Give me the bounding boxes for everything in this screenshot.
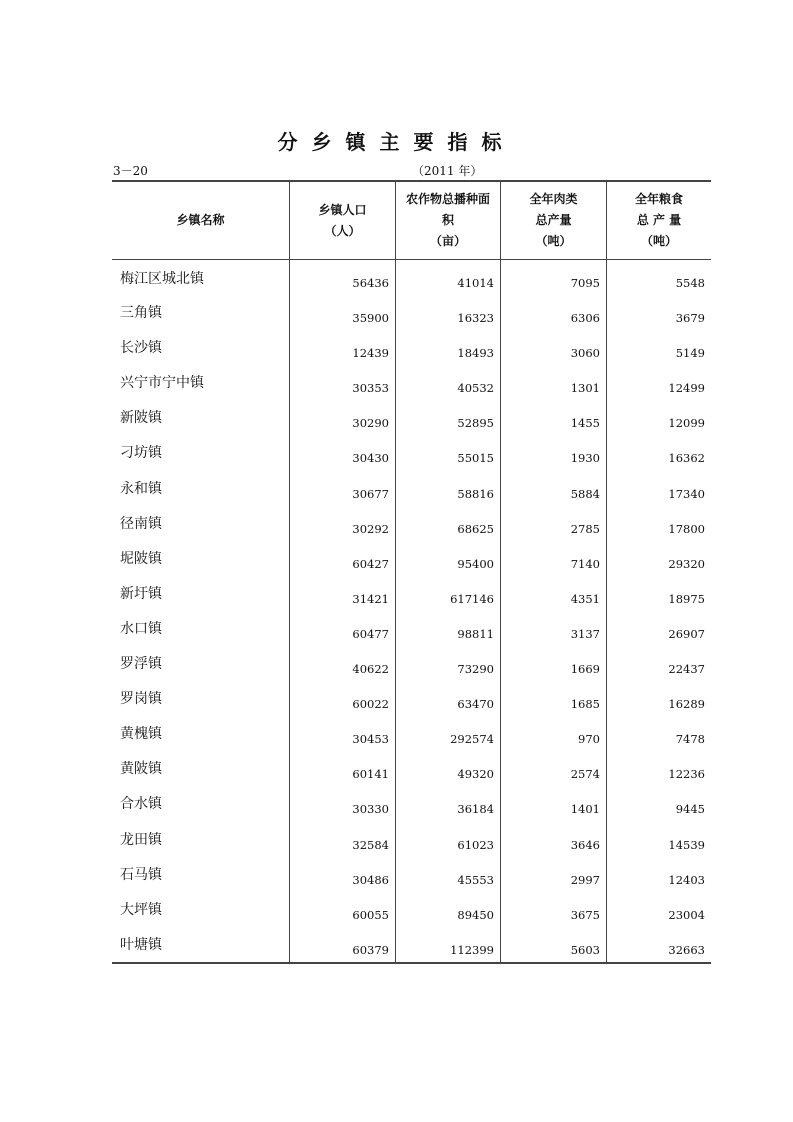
cell-population: 35900	[289, 295, 395, 330]
table-row	[112, 646, 711, 681]
cell-meat: 5603	[500, 927, 606, 962]
cell-sown-area: 55015	[395, 435, 500, 470]
table-row	[112, 786, 711, 821]
cell-population: 60022	[289, 681, 395, 716]
cell-township-name: 新圩镇	[120, 585, 162, 602]
table-row	[112, 295, 711, 330]
cell-sown-area: 98811	[395, 611, 500, 646]
cell-township-name: 合水镇	[120, 796, 162, 813]
cell-population: 40622	[289, 646, 395, 681]
cell-grain: 5149	[606, 330, 711, 365]
header-meat-output	[500, 182, 606, 259]
cell-meat: 1930	[500, 435, 606, 470]
header-line: 农作物总播种面	[405, 192, 490, 206]
cell-sown-area: 617146	[395, 576, 500, 611]
cell-population: 30486	[289, 857, 395, 892]
cell-sown-area: 292574	[395, 716, 500, 751]
header-sown-area	[395, 182, 500, 259]
cell-township-name: 兴宁市宁中镇	[120, 375, 204, 392]
cell-meat: 1455	[500, 400, 606, 435]
cell-population: 60141	[289, 751, 395, 786]
cell-sown-area: 16323	[395, 295, 500, 330]
cell-meat: 1301	[500, 365, 606, 400]
cell-meat: 970	[500, 716, 606, 751]
cell-meat: 7140	[500, 541, 606, 576]
cell-population: 30430	[289, 435, 395, 470]
cell-grain: 29320	[606, 541, 711, 576]
cell-township-name: 黄槐镇	[120, 726, 162, 743]
table-row	[112, 716, 711, 751]
cell-township-name: 径南镇	[120, 515, 162, 532]
year-note: （2011 年）	[412, 164, 483, 178]
cell-grain: 9445	[606, 786, 711, 821]
cell-grain: 18975	[606, 576, 711, 611]
table-row	[112, 751, 711, 786]
header-line: 积	[441, 213, 454, 227]
cell-population: 60427	[289, 541, 395, 576]
page-title: 分乡镇主要指标	[277, 130, 516, 154]
cell-meat: 3060	[500, 330, 606, 365]
cell-township-name: 刁坊镇	[120, 445, 162, 462]
cell-township-name: 长沙镇	[120, 340, 162, 357]
header-grain-output	[606, 182, 711, 259]
header-line: 乡镇人口	[318, 202, 367, 217]
cell-population: 12439	[289, 330, 395, 365]
table-row	[112, 330, 711, 365]
table-row	[112, 681, 711, 716]
cell-grain: 12099	[606, 400, 711, 435]
header-line: 总产量	[535, 213, 572, 227]
cell-population: 60379	[289, 927, 395, 962]
header-line: （吨）	[535, 234, 572, 248]
cell-township-name: 梅江区城北镇	[120, 271, 204, 287]
cell-population: 31421	[289, 576, 395, 611]
cell-population: 30353	[289, 365, 395, 400]
table-row	[112, 576, 711, 611]
cell-population: 30290	[289, 400, 395, 435]
cell-meat: 1401	[500, 786, 606, 821]
header-township-name	[112, 182, 289, 259]
cell-meat: 4351	[500, 576, 606, 611]
cell-population: 32584	[289, 822, 395, 857]
cell-grain: 22437	[606, 646, 711, 681]
cell-meat: 5884	[500, 471, 606, 506]
cell-grain: 23004	[606, 892, 711, 927]
cell-population: 60055	[289, 892, 395, 927]
cell-grain: 7478	[606, 716, 711, 751]
header-line: 总 产 量	[636, 213, 682, 227]
table-row	[112, 857, 711, 892]
cell-meat: 7095	[500, 260, 606, 295]
cell-sown-area: 36184	[395, 786, 500, 821]
cell-grain: 16362	[606, 435, 711, 470]
cell-meat: 1685	[500, 681, 606, 716]
data-table	[112, 180, 711, 964]
cell-grain: 12236	[606, 751, 711, 786]
cell-meat: 2997	[500, 857, 606, 892]
cell-sown-area: 95400	[395, 541, 500, 576]
cell-sown-area: 73290	[395, 646, 500, 681]
cell-sown-area: 112399	[395, 927, 500, 962]
cell-population: 30677	[289, 471, 395, 506]
cell-sown-area: 18493	[395, 330, 500, 365]
cell-meat: 3675	[500, 892, 606, 927]
cell-meat: 3646	[500, 822, 606, 857]
cell-meat: 3137	[500, 611, 606, 646]
cell-township-name: 石马镇	[120, 866, 162, 883]
cell-township-name: 永和镇	[120, 480, 162, 497]
table-row	[112, 927, 711, 962]
cell-meat: 1669	[500, 646, 606, 681]
cell-sown-area: 49320	[395, 751, 500, 786]
cell-population: 60477	[289, 611, 395, 646]
cell-grain: 17800	[606, 506, 711, 541]
cell-township-name: 坭陂镇	[120, 550, 162, 567]
table-body	[112, 260, 711, 962]
cell-township-name: 大坪镇	[120, 901, 162, 918]
cell-population: 30453	[289, 716, 395, 751]
cell-township-name: 罗岗镇	[120, 691, 162, 708]
header-line: （吨）	[640, 234, 677, 248]
cell-meat: 6306	[500, 295, 606, 330]
cell-population: 56436	[289, 260, 395, 295]
table-code: 3－20	[113, 164, 148, 178]
cell-sown-area: 52895	[395, 400, 500, 435]
cell-grain: 16289	[606, 681, 711, 716]
cell-grain: 14539	[606, 822, 711, 857]
cell-grain: 12403	[606, 857, 711, 892]
cell-township-name: 黄陂镇	[120, 761, 162, 778]
cell-sown-area: 61023	[395, 822, 500, 857]
cell-sown-area: 89450	[395, 892, 500, 927]
cell-township-name: 新陂镇	[120, 410, 162, 427]
cell-sown-area: 45553	[395, 857, 500, 892]
table-row	[112, 611, 711, 646]
table-row	[112, 435, 711, 470]
cell-township-name: 叶塘镇	[120, 936, 162, 953]
cell-sown-area: 41014	[395, 260, 500, 295]
cell-meat: 2785	[500, 506, 606, 541]
header-line: 乡镇名称	[176, 213, 225, 227]
table-header	[112, 182, 711, 260]
table-row	[112, 822, 711, 857]
cell-population: 30330	[289, 786, 395, 821]
header-line: （人）	[324, 223, 361, 238]
cell-population: 30292	[289, 506, 395, 541]
header-line: 全年肉类	[529, 192, 578, 206]
table-row	[112, 506, 711, 541]
cell-township-name: 罗浮镇	[120, 656, 162, 673]
header-line: 全年粮食	[634, 192, 683, 206]
cell-township-name: 龙田镇	[120, 831, 162, 848]
cell-township-name: 三角镇	[120, 305, 162, 322]
cell-grain: 5548	[606, 260, 711, 295]
cell-sown-area: 40532	[395, 365, 500, 400]
table-row	[112, 400, 711, 435]
cell-grain: 32663	[606, 927, 711, 962]
table-row	[112, 260, 711, 295]
table-row	[112, 541, 711, 576]
table-row	[112, 365, 711, 400]
cell-sown-area: 63470	[395, 681, 500, 716]
cell-grain: 3679	[606, 295, 711, 330]
table-row	[112, 471, 711, 506]
cell-sown-area: 58816	[395, 471, 500, 506]
cell-meat: 2574	[500, 751, 606, 786]
cell-grain: 17340	[606, 471, 711, 506]
cell-grain: 12499	[606, 365, 711, 400]
cell-township-name: 水口镇	[120, 620, 162, 637]
header-population	[289, 182, 395, 259]
table-row	[112, 892, 711, 927]
cell-sown-area: 68625	[395, 506, 500, 541]
cell-grain: 26907	[606, 611, 711, 646]
header-line: （亩）	[429, 234, 466, 248]
